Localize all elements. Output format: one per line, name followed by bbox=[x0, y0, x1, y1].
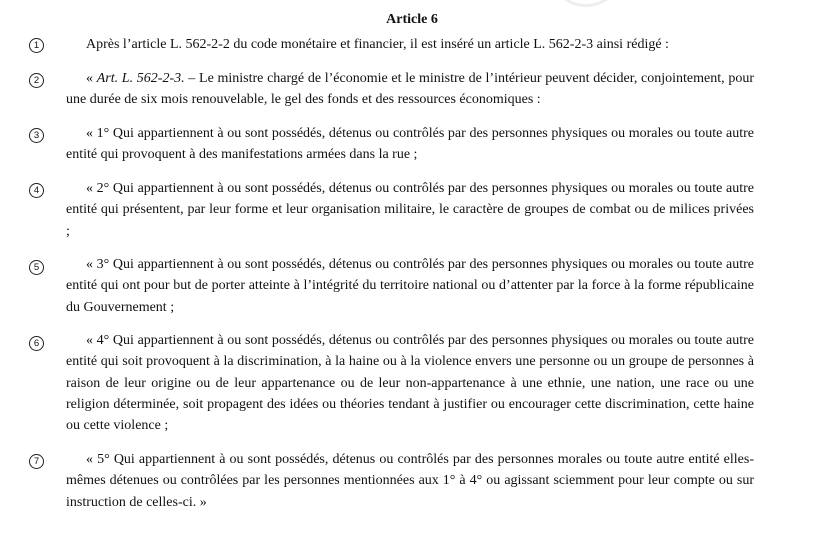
paragraph-number-6: 6 bbox=[29, 336, 44, 351]
paragraph-1-text: Après l’article L. 562-2-2 du code monétaire et financier, il est inséré un article L. 562-2-3 ainsi rédigé : bbox=[86, 37, 669, 52]
paragraph-2-text: – Le ministre chargé de l’économie et le ministre de l’intérieur peuvent décider, conjointement, pour une durée de six mois renouvelable, le gel des fonds et des ressources économiques : bbox=[66, 71, 754, 108]
paragraph-3-text: « 1° Qui appartiennent à ou sont possédés, détenus ou contrôlés par des personnes physiques ou morales ou toute autre entité qui provoquent à des manifestations armées dans la rue ; bbox=[66, 126, 754, 163]
paragraph-1 bbox=[66, 34, 754, 55]
paragraph-7 bbox=[66, 449, 754, 513]
paragraph-2 bbox=[66, 68, 754, 111]
paragraph-number-3: 3 bbox=[29, 128, 44, 143]
paragraph-number-1: 1 bbox=[29, 38, 44, 53]
decorative-arc bbox=[548, 0, 624, 7]
article-title: Article 6 bbox=[386, 12, 438, 27]
paragraph-4-text: « 2° Qui appartiennent à ou sont possédés, détenus ou contrôlés par des personnes physiques ou morales ou toute autre entité qui présentent, par leur forme et leur organisation militaire, le caractère de groupes de combat ou de milices privées ; bbox=[66, 181, 754, 239]
paragraph-number-5: 5 bbox=[29, 260, 44, 275]
paragraph-2-article-ref: Art. L. 562-2-3. bbox=[96, 71, 185, 86]
paragraph-number-7: 7 bbox=[29, 454, 44, 469]
paragraph-number-4: 4 bbox=[29, 183, 44, 198]
paragraph-4 bbox=[66, 178, 754, 242]
paragraph-number-2: 2 bbox=[29, 73, 44, 88]
paragraph-6-text: « 4° Qui appartiennent à ou sont possédés, détenus ou contrôlés par des personnes physiques ou morales ou toute autre entité qui soit provoquent à la discrimination, à la haine ou à la violence envers une personne ou un groupe de personnes à raison de leur origine ou de leur appartenance ou de leur non-appartenance à une ethnie, une nation, une race ou une religion déterminée, soit propagent des idées ou théories tendant à justifier ou encourager cette discrimination, cette haine ou cette violence ; bbox=[66, 333, 754, 434]
paragraph-3 bbox=[66, 123, 754, 166]
paragraph-5 bbox=[66, 254, 754, 318]
paragraph-5-text: « 3° Qui appartiennent à ou sont possédés, détenus ou contrôlés par des personnes physiques ou morales ou toute autre entité qui ont pour but de porter atteinte à l’intégrité du territoire national ou d’attenter par la force à la forme républicaine du Gouvernement ; bbox=[66, 257, 754, 315]
paragraph-7-text: « 5° Qui appartiennent à ou sont possédés, détenus ou contrôlés par des personnes morales ou toute autre entité elles-mêmes détenues ou contrôlées par les personnes mentionnées aux 1° à 4° ou agissant sciemment pour leur compte ou sur instruction de celles-ci. » bbox=[66, 452, 754, 510]
paragraph-2-quote: « bbox=[86, 71, 97, 86]
paragraph-6 bbox=[66, 330, 754, 436]
